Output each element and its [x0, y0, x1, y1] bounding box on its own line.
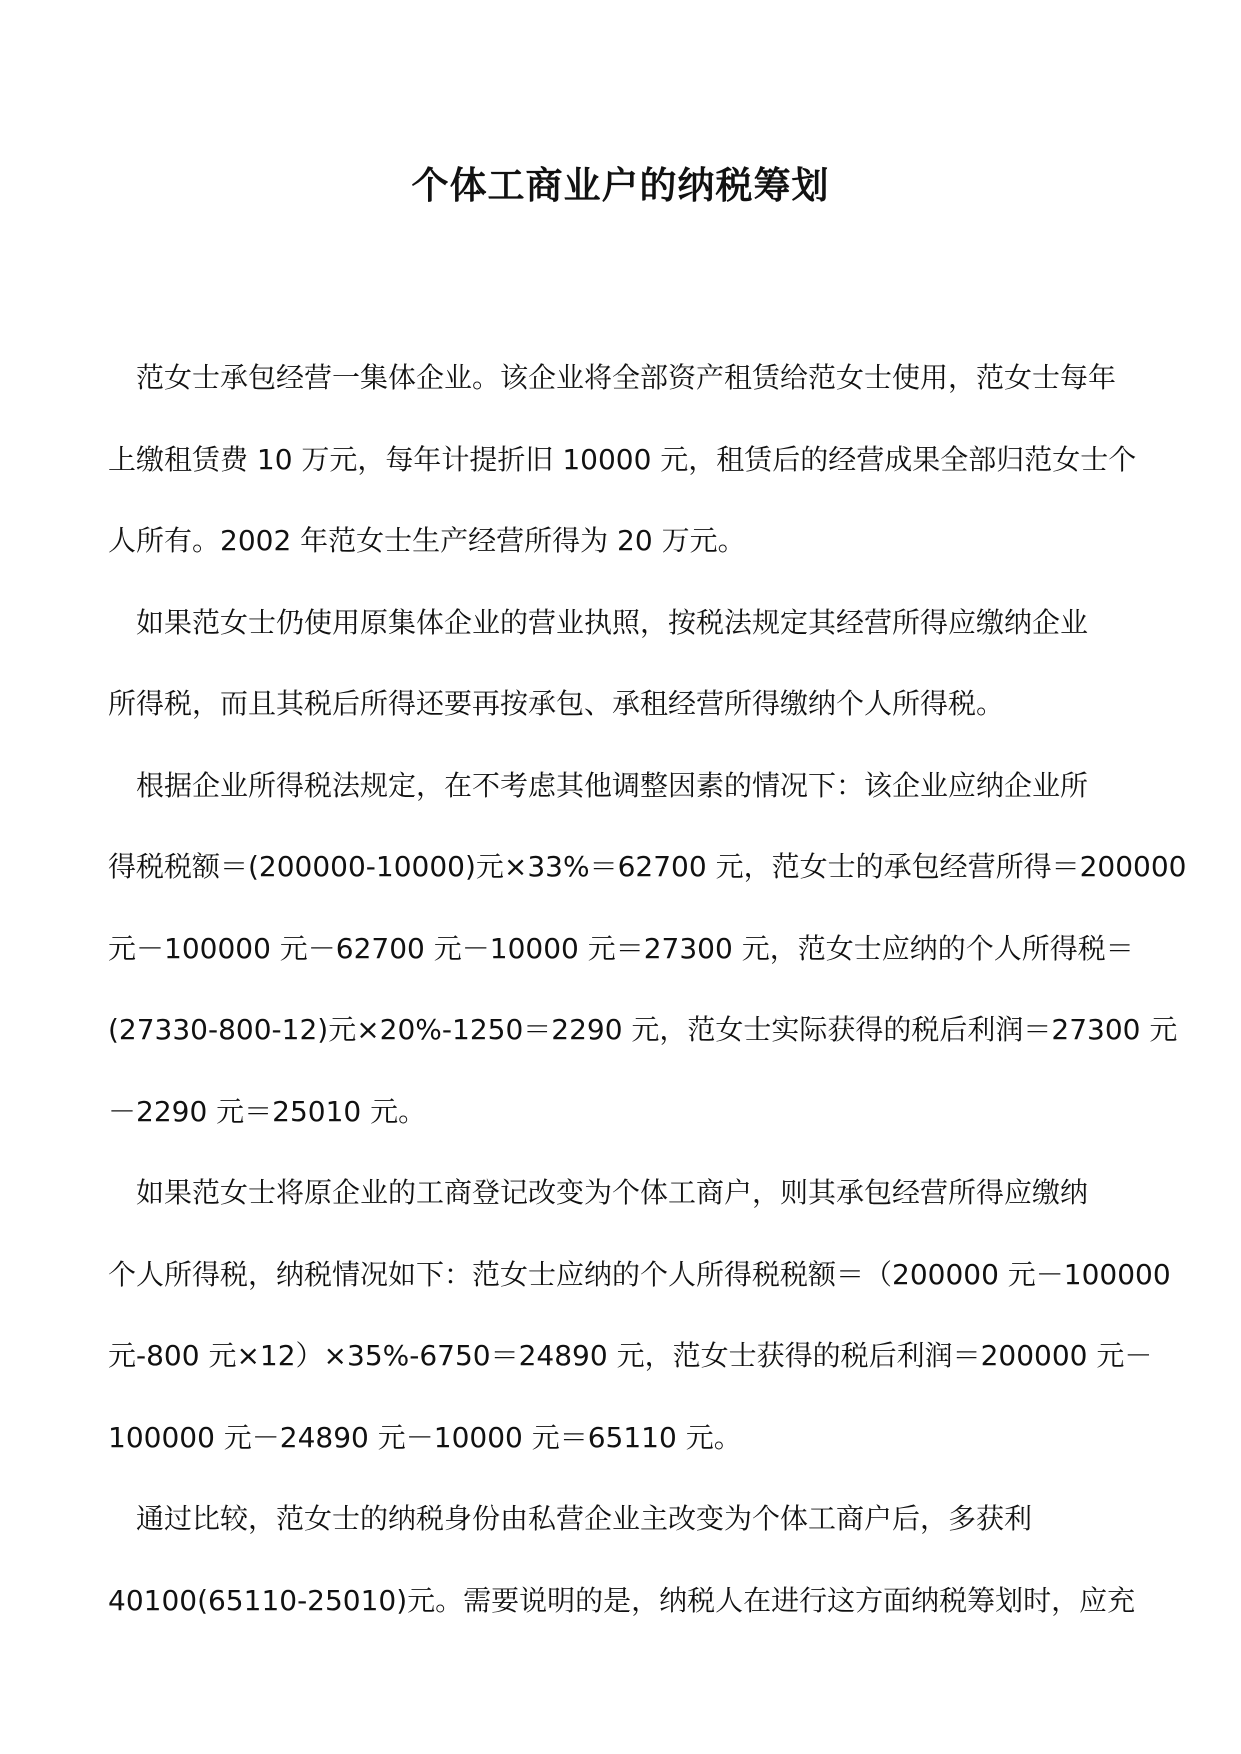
paragraph-line: 元-800 元×12）×35%-6750＝24890 元，范女士获得的税后利润＝200000 元－ — [108, 1339, 1153, 1372]
paragraph-4 — [108, 1152, 1171, 1478]
document-title: 个体工商业户的纳税筹划 — [411, 163, 830, 207]
paragraph-line: 根据企业所得税法规定，在不考虑其他调整因素的情况下：该企业应纳企业所 — [136, 768, 1089, 802]
paragraph-line: 100000 元－24890 元－10000 元＝65110 元。 — [108, 1420, 742, 1454]
document-body — [108, 337, 1187, 1641]
paragraph-line: 通过比较，范女士的纳税身份由私营企业主改变为个体工商户后，多获利 — [136, 1502, 1033, 1535]
paragraph-line: 人所有。2002 年范女士生产经营所得为 20 万元。 — [108, 524, 746, 557]
paragraph-5 — [108, 1478, 1138, 1641]
paragraph-line: 所得税，而且其税后所得还要再按承包、承租经营所得缴纳个人所得税。 — [108, 687, 1005, 720]
paragraph-1 — [108, 337, 1138, 582]
paragraph-line: 范女士承包经营一集体企业。该企业将全部资产租赁给范女士使用，范女士每年 — [136, 361, 1117, 394]
paragraph-line: 得税税额＝(200000-10000)元×33%＝62700 元，范女士的承包经营所得＝200000 — [108, 850, 1187, 883]
paragraph-line: 如果范女士将原企业的工商登记改变为个体工商户，则其承包经营所得应缴纳 — [136, 1176, 1089, 1209]
paragraph-line: 如果范女士仍使用原集体企业的营业执照，按税法规定其经营所得应缴纳企业 — [136, 605, 1089, 639]
paragraph-2 — [108, 582, 1138, 745]
paragraph-line: 元－100000 元－62700 元－10000 元＝27300 元，范女士应纳的个人所得税＝ — [108, 931, 1134, 965]
paragraph-line: (27330-800-12)元×20%-1250＝2290 元，范女士实际获得的税后利润＝27300 元 — [108, 1013, 1178, 1046]
paragraph-line: 上缴租赁费 10 万元，每年计提折旧 10000 元，租赁后的经营成果全部归范女士个 — [108, 442, 1137, 476]
paragraph-line: －2290 元＝25010 元。 — [108, 1094, 427, 1128]
paragraph-3 — [108, 745, 1187, 1153]
paragraph-line: 40100(65110-25010)元。需要说明的是，纳税人在进行这方面纳税筹划时，应充 — [108, 1583, 1136, 1617]
paragraph-line: 个人所得税，纳税情况如下：范女士应纳的个人所得税税额＝（200000 元－100000 — [108, 1257, 1171, 1291]
